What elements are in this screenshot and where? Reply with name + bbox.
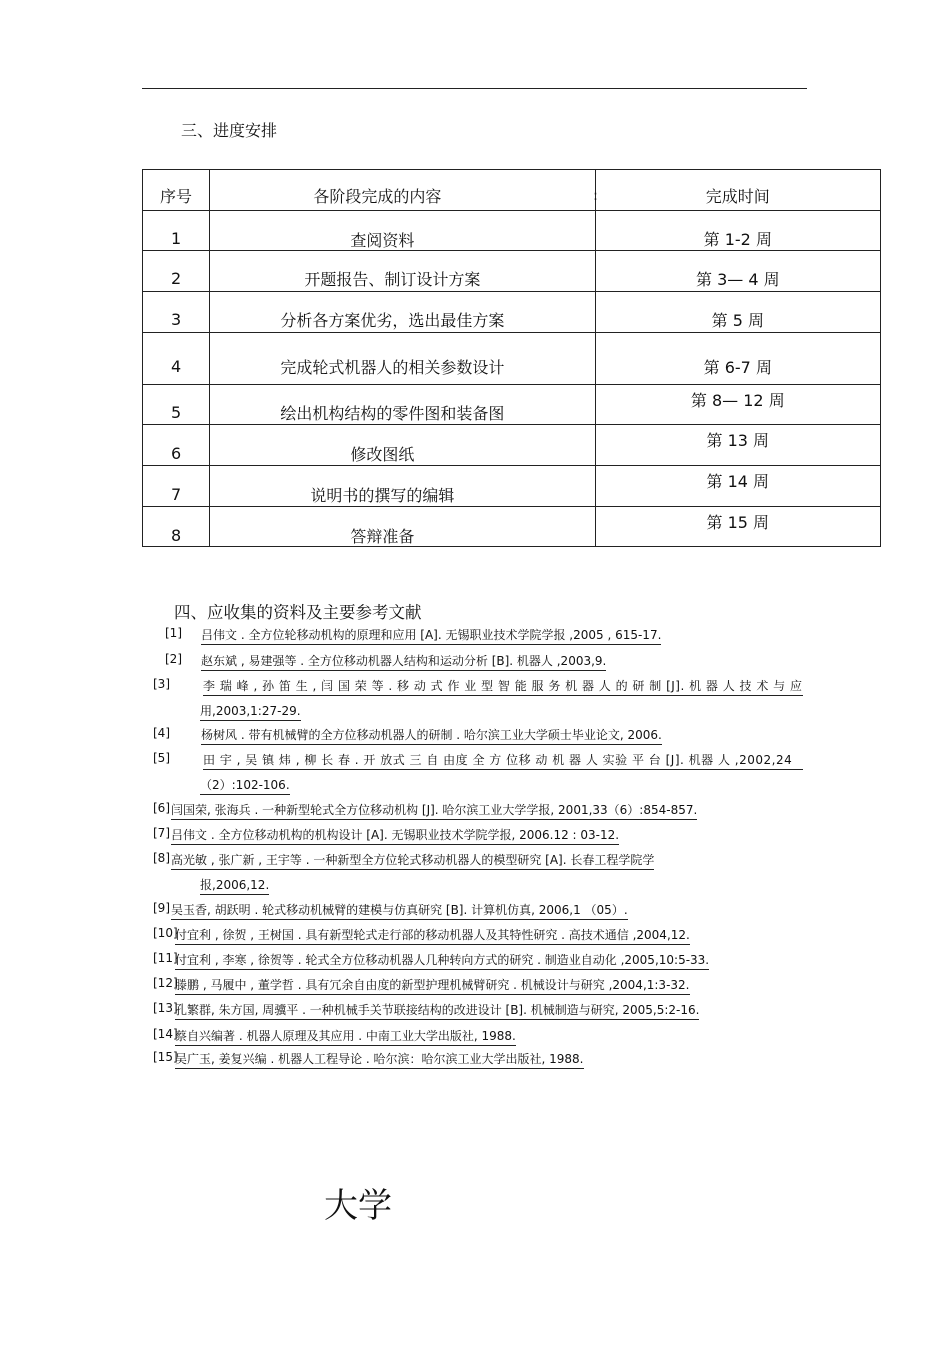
header-cell-time bbox=[595, 170, 880, 211]
row-no: 2 bbox=[170, 269, 182, 288]
header-cell-content bbox=[210, 170, 596, 211]
reference-text: 杨树风 . 带有机械臂的全方位移动机器人的研制 . 哈尔滨工业大学硕士毕业论文, 2006. bbox=[201, 726, 662, 745]
row-content: 完成轮式机器人的相关参数设计 bbox=[280, 358, 505, 377]
row-time: 第 5 周 bbox=[711, 311, 764, 330]
row-content: 查阅资料 bbox=[350, 231, 415, 250]
row-time: 第 14 周 bbox=[706, 472, 770, 491]
row-no: 5 bbox=[170, 403, 182, 422]
reference-number: [8] bbox=[153, 851, 170, 865]
reference-text-continued: 用,2003,1:27-29. bbox=[200, 702, 301, 721]
reference-number: [12] bbox=[153, 976, 178, 990]
schedule-row bbox=[143, 333, 881, 385]
reference-text: 高光敏 , 张广新 , 王宇等 . 一种新型全方位轮式移动机器人的模型研究 [A]. 长春工程学院学 bbox=[171, 851, 654, 870]
reference-number: [9] bbox=[153, 901, 170, 915]
top-rule bbox=[142, 88, 807, 89]
footer-text: 大学 bbox=[324, 1186, 392, 1226]
reference-text: 闫国荣, 张海兵 . 一种新型轮式全方位移动机构 [J]. 哈尔滨工业大学学报, 2001,33（6）:854-857. bbox=[171, 801, 697, 820]
section-3-title: 三、进度安排 bbox=[181, 121, 278, 140]
reference-number: [5] bbox=[153, 751, 170, 765]
reference-number: [6] bbox=[153, 801, 170, 815]
header-no: 序号 bbox=[160, 187, 193, 206]
schedule-table bbox=[142, 169, 881, 547]
schedule-row bbox=[143, 507, 881, 547]
row-no: 7 bbox=[170, 485, 182, 504]
section-4-title: 四、应收集的资料及主要参考文献 bbox=[174, 603, 422, 622]
row-no: 3 bbox=[170, 310, 182, 329]
reference-text: 田 宇 , 吴 镇 炜 , 柳 长 春 . 开 放式 三 自 由度 全 方 位移 动 机 器 人 实验 平 台 [J]. 机器 人 ,2002,24 bbox=[203, 751, 803, 770]
reference-text: 吴广玉, 姜复兴编 . 机器人工程导论 . 哈尔滨：哈尔滨工业大学出版社, 1988. bbox=[175, 1050, 584, 1069]
row-no: 4 bbox=[170, 357, 182, 376]
reference-text-continued: （2）:102-106. bbox=[200, 776, 290, 795]
schedule-row bbox=[143, 466, 881, 507]
reference-number: [13] bbox=[153, 1001, 178, 1015]
reference-text: 滕鹏 , 马履中 , 董学哲 . 具有冗余自由度的新型护理机械臂研究 . 机械设计与研究 ,2004,1:3-32. bbox=[175, 976, 690, 995]
reference-number: [1] bbox=[165, 626, 182, 640]
reference-text: 孔繁群, 朱方国, 周骥平 . 一种机械手关节联接结构的改进设计 [B]. 机械制造与研究, 2005,5:2-16. bbox=[175, 1001, 699, 1020]
reference-text: 付宜利 , 徐贺 , 王树国 . 具有新型轮式走行部的移动机器人及其特性研究 . 高技术通信 ,2004,12. bbox=[175, 926, 690, 945]
row-time: 第 1-2 周 bbox=[703, 230, 772, 249]
row-no: 1 bbox=[170, 229, 182, 248]
schedule-header-row bbox=[143, 170, 881, 211]
row-content: 修改图纸 bbox=[350, 445, 415, 464]
row-time: 第 3— 4 周 bbox=[695, 270, 780, 289]
row-time: 第 13 周 bbox=[706, 431, 770, 450]
reference-number: [10] bbox=[153, 926, 178, 940]
header-time: 完成时间 bbox=[705, 187, 770, 206]
row-time: 第 8— 12 周 bbox=[690, 391, 785, 410]
row-content: 绘出机构结构的零件图和装备图 bbox=[280, 404, 505, 423]
header-colon: : bbox=[593, 188, 598, 204]
header-content: 各阶段完成的内容 bbox=[313, 187, 442, 206]
reference-text: 吴玉香, 胡跃明 . 轮式移动机械臂的建模与仿真研究 [B]. 计算机仿真, 2006,1 （05）. bbox=[171, 901, 628, 920]
schedule-row bbox=[143, 425, 881, 466]
row-content: 分析各方案优劣，选出最佳方案 bbox=[280, 311, 505, 330]
schedule-row bbox=[143, 292, 881, 333]
reference-number: [11] bbox=[153, 951, 178, 965]
reference-number: [4] bbox=[153, 726, 170, 740]
row-time: 第 6-7 周 bbox=[703, 358, 772, 377]
reference-text: 赵东斌 , 易建强等 . 全方位移动机器人结构和运动分析 [B]. 机器人 ,2003,9. bbox=[201, 652, 606, 671]
reference-text: 付宜利 , 李寒 , 徐贺等 . 轮式全方位移动机器人几种转向方式的研究 . 制造业自动化 ,2005,10:5-33. bbox=[175, 951, 709, 970]
row-no: 6 bbox=[170, 444, 182, 463]
reference-text: 吕伟文 . 全方位轮移动机构的原理和应用 [A]. 无锡职业技术学院学报 ,2005 , 615-17. bbox=[201, 626, 661, 645]
row-content: 开题报告、制订设计方案 bbox=[304, 270, 481, 289]
reference-number: [15] bbox=[153, 1050, 178, 1064]
row-content: 说明书的撰写的编辑 bbox=[310, 486, 455, 505]
row-time: 第 15 周 bbox=[706, 513, 770, 532]
schedule-row bbox=[143, 385, 881, 425]
reference-text: 吕伟文 . 全方位移动机构的机构设计 [A]. 无锡职业技术学院学报, 2006.12 : 03-12. bbox=[171, 826, 619, 845]
row-no: 8 bbox=[170, 526, 182, 545]
reference-number: [14] bbox=[153, 1027, 178, 1041]
reference-number: [3] bbox=[153, 677, 170, 691]
reference-text: 李 瑞 峰 , 孙 笛 生 , 闫 国 荣 等 . 移 动 式 作 业 型 智 能 服 务 机 器 人 的 研 制 [J]. 机 器 人 技 术 与 应 bbox=[203, 677, 803, 696]
schedule-row bbox=[143, 211, 881, 251]
reference-text-continued: 报,2006,12. bbox=[200, 876, 269, 895]
reference-number: [2] bbox=[165, 652, 182, 666]
row-content: 答辩准备 bbox=[350, 527, 415, 546]
reference-number: [7] bbox=[153, 826, 170, 840]
reference-text: 蔡自兴编著 . 机器人原理及其应用 . 中南工业大学出版社, 1988. bbox=[175, 1027, 516, 1046]
schedule-row bbox=[143, 251, 881, 292]
